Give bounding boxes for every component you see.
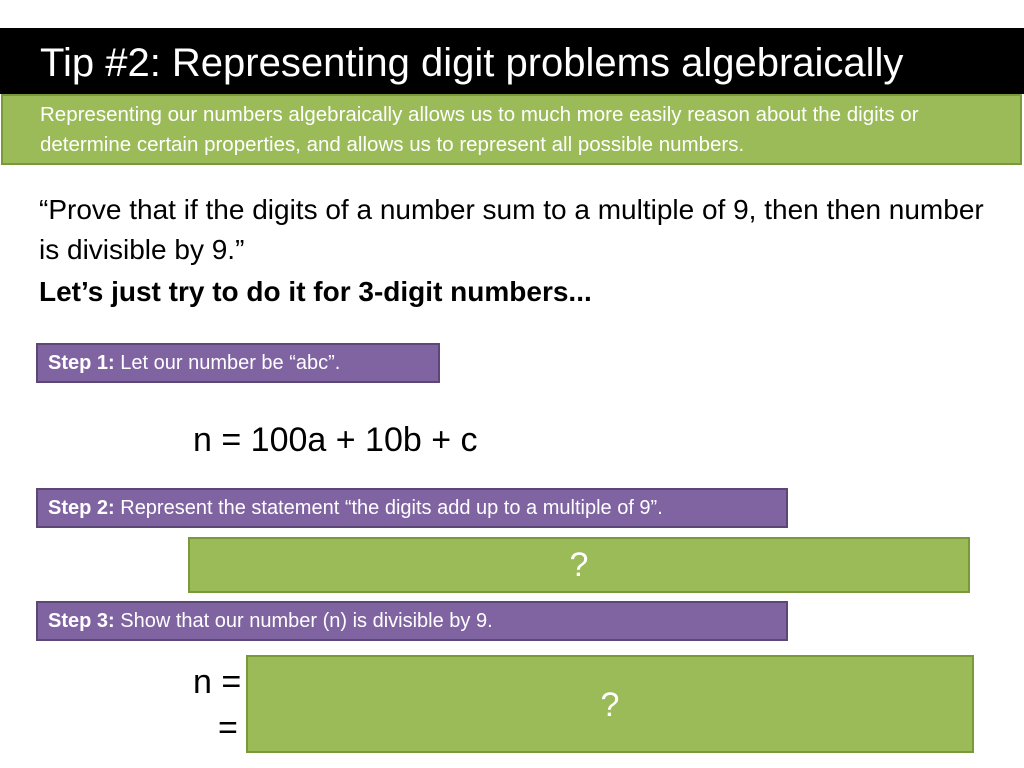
- intro-text: Representing our numbers algebraically allows us to much more easily reason about the digits or determine certain properties, and allows us to represent all possible numbers.: [40, 103, 919, 156]
- slide-title: Tip #2: Representing digit problems algebraically: [40, 41, 904, 85]
- step-2-text: Represent the statement “the digits add up to a multiple of 9”.: [114, 497, 663, 519]
- problem-quote: “Prove that if the digits of a number sum to a multiple of 9, then then number is divisible by 9.”: [39, 194, 984, 265]
- step-2-label: Step 2:: [48, 497, 115, 519]
- step-3-label: Step 3:: [48, 610, 115, 632]
- step-1-text: Let our number be “abc”.: [114, 352, 341, 374]
- step-3-equals: =: [218, 709, 238, 747]
- step-3-n-equals: n =: [193, 663, 242, 701]
- step-3-text: Show that our number (n) is divisible by 9.: [114, 610, 493, 632]
- step-2-answer-box[interactable]: ?: [188, 537, 970, 593]
- step-3-answer-box[interactable]: ?: [246, 655, 974, 753]
- step-3-box: [36, 601, 788, 641]
- step-1-label: Step 1:: [48, 352, 115, 374]
- step-2-box: [36, 488, 788, 528]
- number-equation: n = 100a + 10b + c: [193, 421, 478, 459]
- problem-bold-line: Let’s just try to do it for 3-digit numbers...: [39, 276, 592, 307]
- step-1-box: [36, 343, 440, 383]
